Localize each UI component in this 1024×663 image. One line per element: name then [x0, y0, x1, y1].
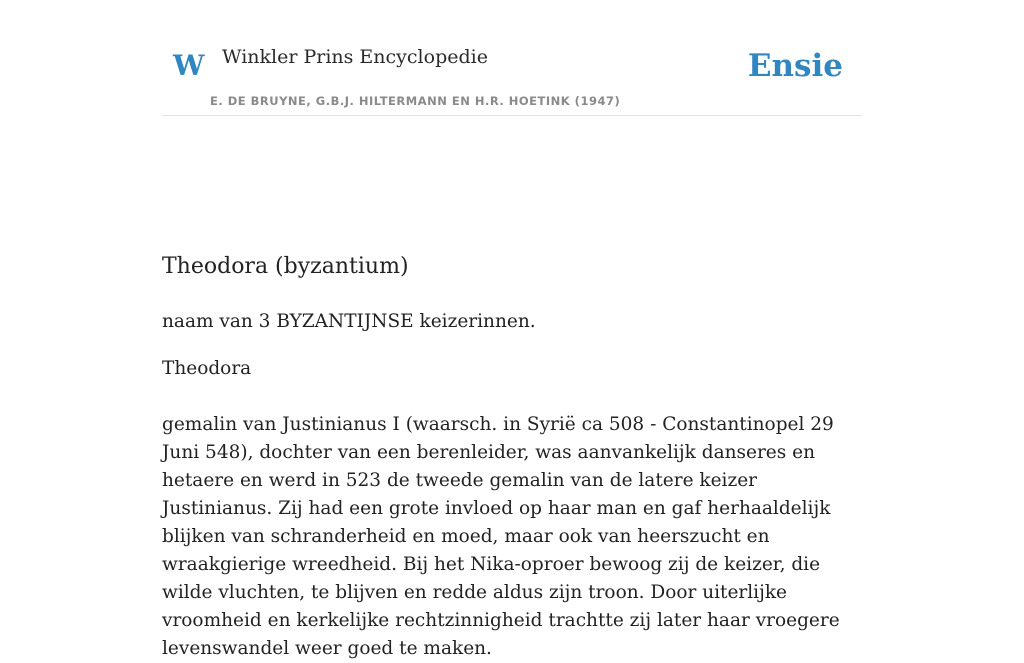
entry-paragraph: naam van 3 BYZANTIJNSE keizerinnen.: [162, 311, 536, 332]
work-title-link[interactable]: Winkler Prins Encyclopedie: [222, 46, 488, 68]
entry-title: Theodora (byzantium): [162, 254, 409, 279]
ensie-logo-link[interactable]: Ensie: [747, 48, 843, 84]
work-authors: E. DE BRUYNE, G.B.J. HILTERMANN EN H.R. HOETINK (1947): [210, 94, 621, 108]
page: [162, 0, 862, 659]
entry-paragraph: Theodora: [162, 358, 252, 379]
site-header: [162, 0, 862, 116]
entry-paragraph: gemalin van Justinianus I (waarsch. in Syrië ca 508 - Constantinopel 29 Juni 548), dochter van een berenleider, was aanvankelijk danseres en hetaere en werd in 523 de tweede gemalin van de latere keizer Justinianus. Zij had een grote invloed op haar man en gaf herhaaldelijk blijken van schranderheid en moed, maar ook van heerszucht en wraakgierige wreedheid. Bij het Nika-oproer bewoog zij de keizer, die wilde vluchten, te blijven en redde aldus zijn troon. Door uiterlijke vroomheid en kerkelijke rechtzinnigheid trachtte zij later haar vroegere levenswandel weer goed te maken.: [162, 414, 840, 659]
work-logo-icon[interactable]: W: [173, 49, 205, 82]
